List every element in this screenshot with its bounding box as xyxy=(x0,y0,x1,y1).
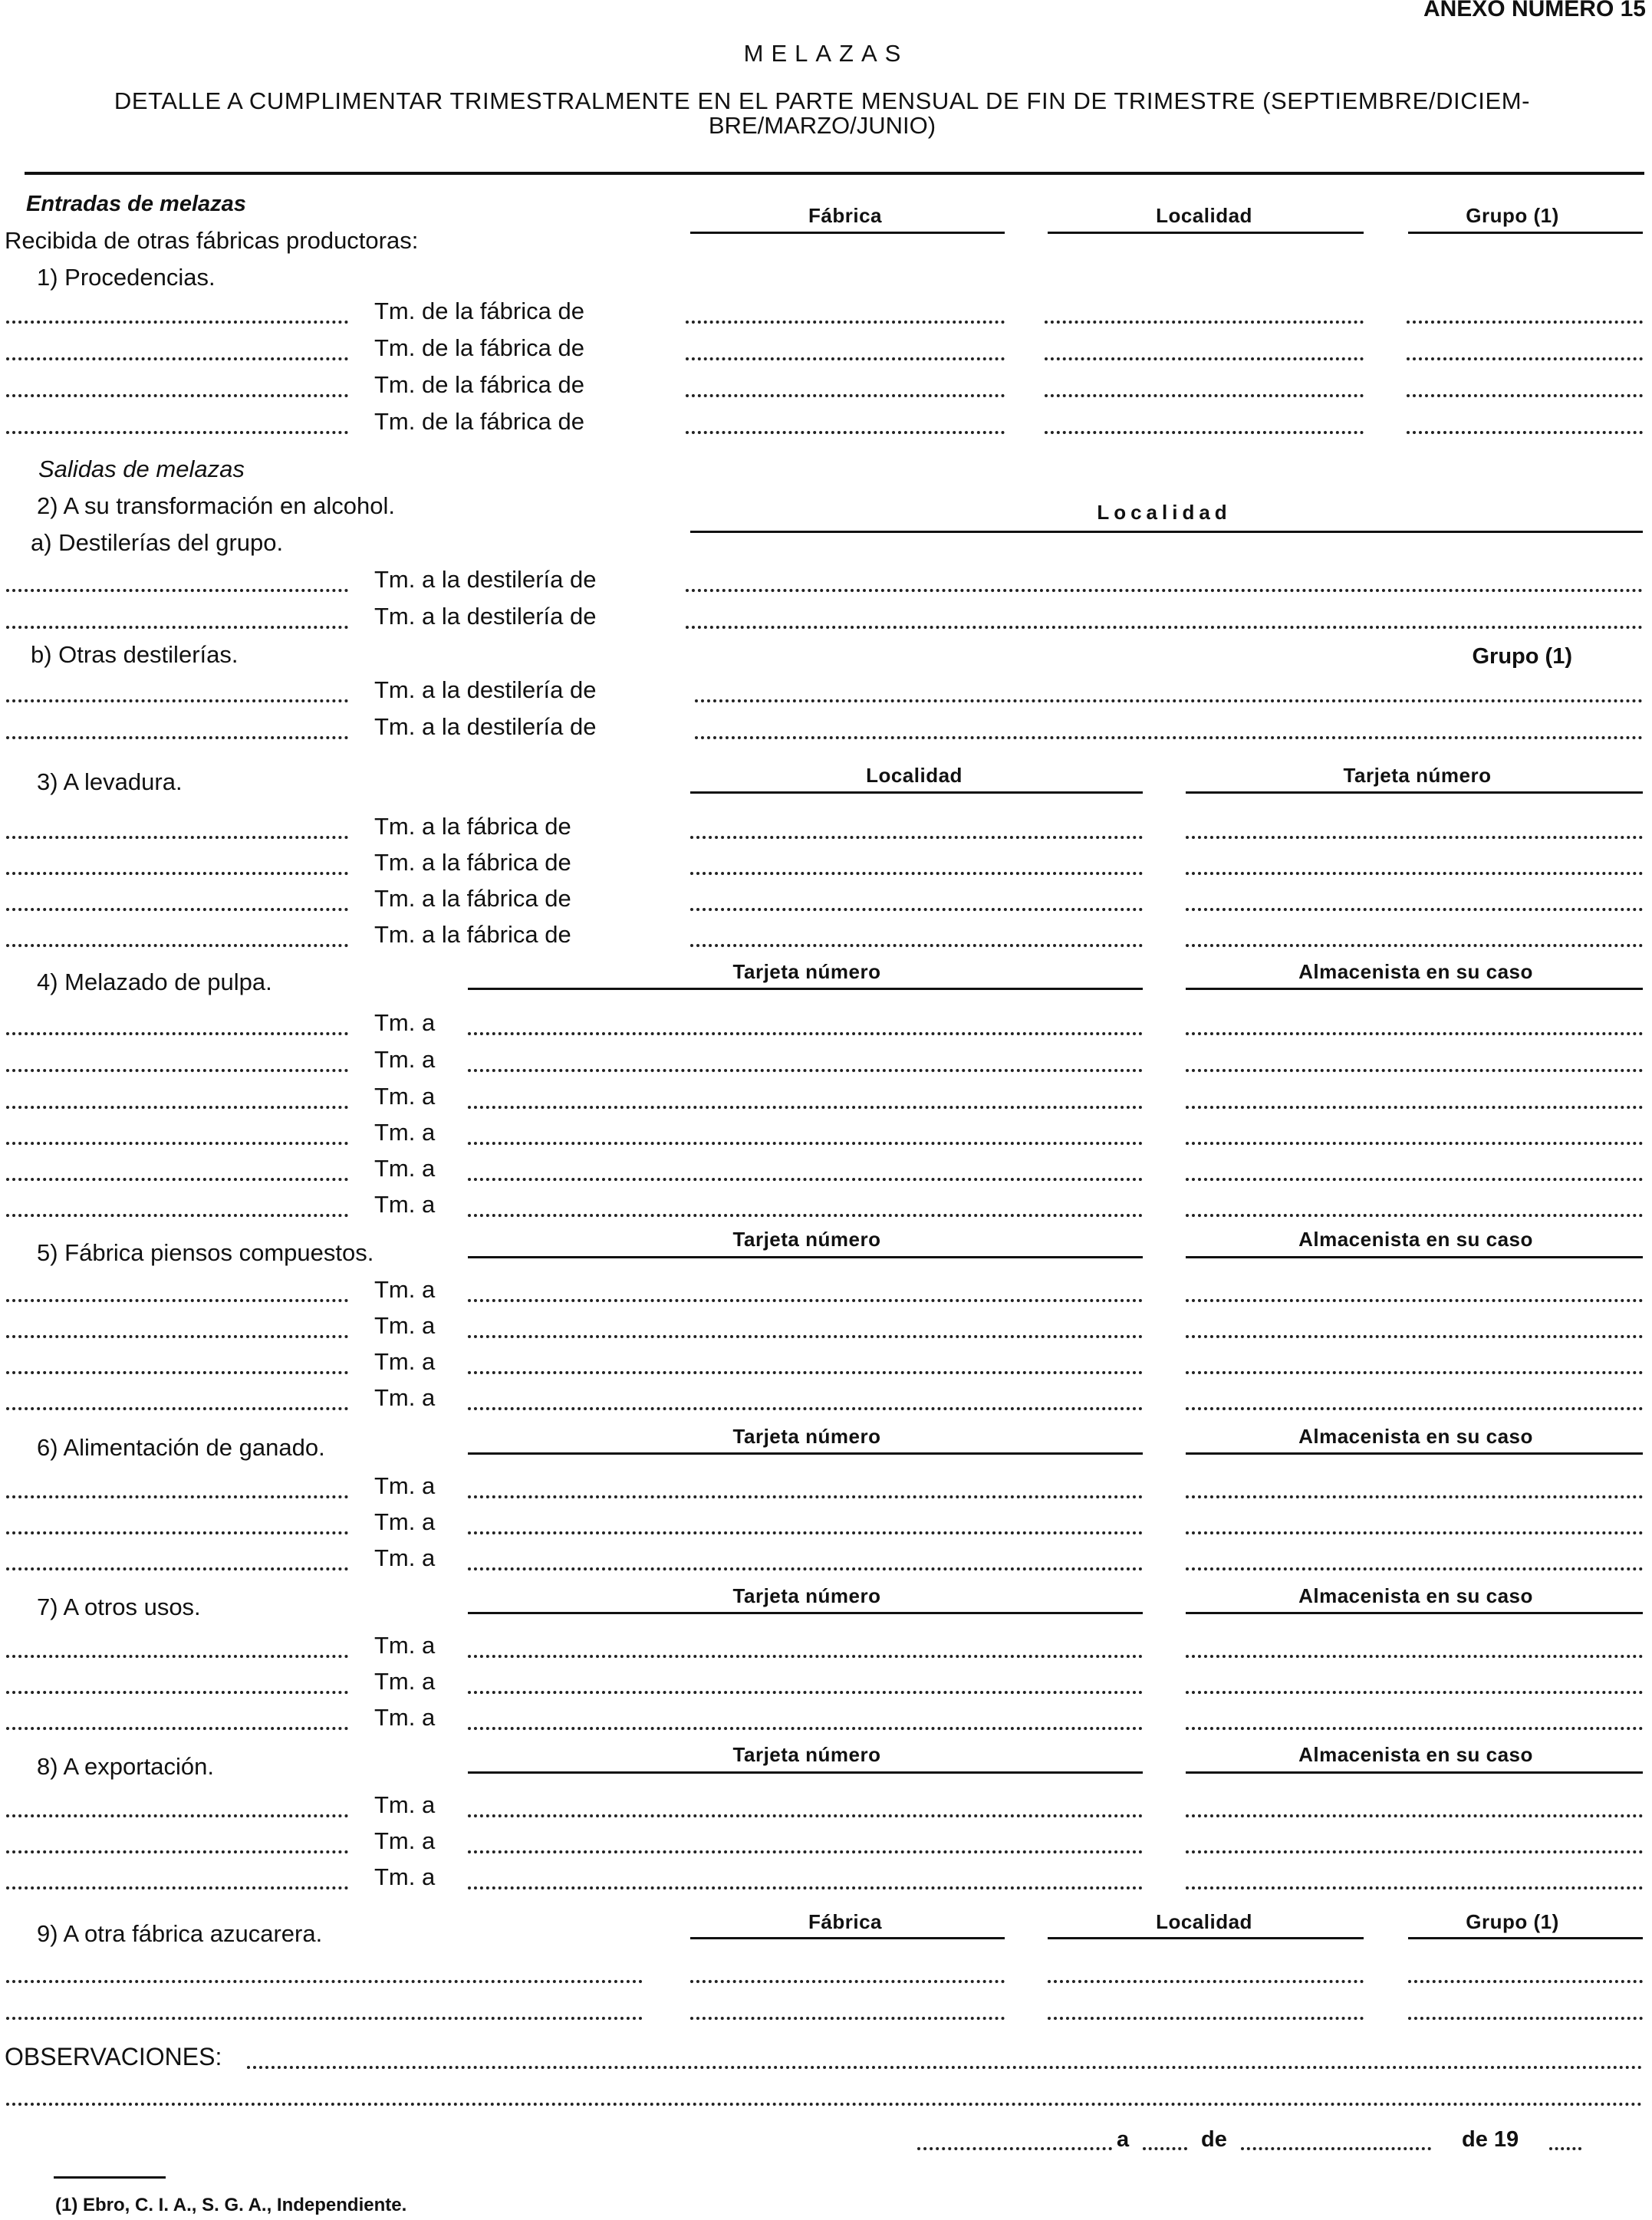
row-label: Tm. de la fábrica de xyxy=(374,298,584,324)
localidad-field[interactable] xyxy=(1045,431,1364,434)
col-almacenista-6-rule xyxy=(1186,1452,1643,1455)
col-tarjeta-7-rule xyxy=(468,1612,1143,1614)
tonnage-field[interactable] xyxy=(6,1531,348,1534)
almacenista-field[interactable] xyxy=(1186,1335,1643,1338)
col-almacenista-4: Almacenista en su caso xyxy=(1298,960,1533,983)
grupo-field[interactable] xyxy=(1408,2017,1643,2020)
row-label: Tm. a xyxy=(374,1083,436,1110)
tonnage-field[interactable] xyxy=(6,1655,348,1658)
date-a-label: a xyxy=(1117,2127,1130,2152)
col-localidad-9-rule xyxy=(1048,1937,1364,1939)
col-almacenista-5-rule xyxy=(1186,1256,1643,1258)
row-label: Tm. a xyxy=(374,1544,436,1571)
grupo-field[interactable] xyxy=(1407,394,1643,397)
tarjeta-field[interactable] xyxy=(468,1850,1143,1853)
item-2-label: 2) A su transformación en alcohol. xyxy=(37,492,395,519)
tonnage-field[interactable] xyxy=(6,699,348,702)
grupo-field[interactable] xyxy=(1407,357,1643,360)
col-tarjeta-4-rule xyxy=(468,988,1143,990)
item-4-label: 4) Melazado de pulpa. xyxy=(37,969,272,995)
tonnage-field[interactable] xyxy=(6,394,348,397)
tonnage-field[interactable] xyxy=(6,321,348,324)
tarjeta-field[interactable] xyxy=(468,1727,1143,1730)
col-almacenista-6: Almacenista en su caso xyxy=(1298,1425,1533,1448)
almacenista-field[interactable] xyxy=(1186,1531,1643,1534)
tarjeta-field[interactable] xyxy=(468,1299,1143,1302)
row-label: Tm. a la destilería de xyxy=(374,566,597,593)
tonnage-field[interactable] xyxy=(6,1980,643,1983)
col-grupo-2: Grupo (1) xyxy=(1472,644,1572,669)
row-label: Tm. a xyxy=(374,1863,436,1890)
observaciones-label: OBSERVACIONES: xyxy=(5,2043,222,2070)
col-almacenista-5: Almacenista en su caso xyxy=(1298,1228,1533,1251)
tarjeta-field[interactable] xyxy=(468,1335,1143,1338)
tonnage-field[interactable] xyxy=(6,836,348,839)
item-5-label: 5) Fábrica piensos compuestos. xyxy=(37,1239,374,1266)
col-fabrica-9-rule xyxy=(690,1937,1005,1939)
almacenista-field[interactable] xyxy=(1186,1886,1643,1889)
col-tarjeta-8: Tarjeta número xyxy=(732,1743,881,1766)
fabrica-field[interactable] xyxy=(686,431,1005,434)
row-label: Tm. a xyxy=(374,1276,436,1303)
localidad-field[interactable] xyxy=(1048,2017,1364,2020)
localidad-field[interactable] xyxy=(686,589,1643,592)
item-8-label: 8) A exportación. xyxy=(37,1753,214,1780)
place-field[interactable] xyxy=(917,2147,1112,2150)
localidad-field[interactable] xyxy=(695,736,1643,739)
row-label: Tm. a la fábrica de xyxy=(374,813,571,840)
salidas-heading: Salidas de melazas xyxy=(38,456,245,482)
col-localidad-rule xyxy=(1048,232,1364,234)
tonnage-field[interactable] xyxy=(6,1567,348,1570)
tarjeta-field[interactable] xyxy=(468,1407,1143,1410)
col-grupo: Grupo (1) xyxy=(1466,204,1559,227)
fabrica-field[interactable] xyxy=(686,394,1005,397)
fabrica-field[interactable] xyxy=(690,1980,1005,1983)
row-label: Tm. a la fábrica de xyxy=(374,885,571,912)
tonnage-field[interactable] xyxy=(6,1495,348,1498)
col-localidad-3-rule xyxy=(690,791,1143,794)
col-localidad-9: Localidad xyxy=(1156,1910,1252,1933)
col-tarjeta-4: Tarjeta número xyxy=(732,960,881,983)
tonnage-field[interactable] xyxy=(6,1032,348,1035)
row-label: Tm. a xyxy=(374,1348,436,1375)
fabrica-field[interactable] xyxy=(690,2017,1005,2020)
date-de19-label: de 19 xyxy=(1462,2127,1519,2152)
row-label: Tm. a xyxy=(374,1312,436,1339)
tonnage-field[interactable] xyxy=(6,1214,348,1217)
row-label: Tm. a xyxy=(374,1827,436,1854)
row-label: Tm. a xyxy=(374,1791,436,1818)
subtitle-line-1: DETALLE A CUMPLIMENTAR TRIMESTRALMENTE EN EL PARTE MENSUAL DE FIN DE TRIMESTRE (SEPTIEMBRE/DICIEM- xyxy=(114,87,1531,114)
tonnage-field[interactable] xyxy=(6,908,348,911)
localidad-field[interactable] xyxy=(1045,394,1364,397)
row-label: Tm. de la fábrica de xyxy=(374,371,584,398)
tarjeta-field[interactable] xyxy=(468,1142,1143,1145)
tarjeta-field[interactable] xyxy=(468,1495,1143,1498)
almacenista-field[interactable] xyxy=(1186,1850,1643,1853)
tonnage-field[interactable] xyxy=(6,1727,348,1730)
date-de-label: de xyxy=(1201,2127,1227,2152)
item-2b-label: b) Otras destilerías. xyxy=(31,641,239,668)
col-almacenista-7-rule xyxy=(1186,1612,1643,1614)
row-label: Tm. a xyxy=(374,1632,436,1659)
almacenista-field[interactable] xyxy=(1186,1371,1643,1374)
tarjeta-field[interactable] xyxy=(1186,836,1643,839)
tarjeta-field[interactable] xyxy=(468,1655,1143,1658)
row-label: Tm. a xyxy=(374,1155,436,1182)
row-label: Tm. a la destilería de xyxy=(374,603,597,630)
row-label: Tm. a la destilería de xyxy=(374,713,597,740)
item-1-label: 1) Procedencias. xyxy=(37,264,216,291)
col-localidad-2: Localidad xyxy=(1097,501,1232,524)
col-fabrica-rule xyxy=(690,232,1005,234)
tonnage-field[interactable] xyxy=(6,1178,348,1181)
entradas-heading: Entradas de melazas xyxy=(26,192,246,216)
almacenista-field[interactable] xyxy=(1186,1691,1643,1694)
almacenista-field[interactable] xyxy=(1186,1178,1643,1181)
tonnage-field[interactable] xyxy=(6,1371,348,1374)
col-tarjeta-6: Tarjeta número xyxy=(732,1425,881,1448)
year-field[interactable] xyxy=(1549,2147,1581,2150)
fabrica-field[interactable] xyxy=(686,357,1005,360)
fabrica-field[interactable] xyxy=(686,321,1005,324)
tarjeta-field[interactable] xyxy=(1186,944,1643,947)
row-label: Tm. a la fábrica de xyxy=(374,921,571,948)
col-tarjeta-3-rule xyxy=(1186,791,1643,794)
footnote-text: (1) Ebro, C. I. A., S. G. A., Independiente. xyxy=(55,2195,407,2215)
tarjeta-field[interactable] xyxy=(468,1069,1143,1072)
row-label: Tm. a la destilería de xyxy=(374,676,597,703)
item-7-label: 7) A otros usos. xyxy=(37,1593,201,1620)
almacenista-field[interactable] xyxy=(1186,1106,1643,1109)
localidad-field[interactable] xyxy=(690,944,1143,947)
header-divider xyxy=(25,172,1644,175)
col-fabrica: Fábrica xyxy=(808,204,882,227)
col-tarjeta-5-rule xyxy=(468,1256,1143,1258)
col-tarjeta-3: Tarjeta número xyxy=(1343,764,1492,787)
almacenista-field[interactable] xyxy=(1186,1727,1643,1730)
tarjeta-field[interactable] xyxy=(468,1178,1143,1181)
tonnage-field[interactable] xyxy=(6,589,348,592)
col-tarjeta-5: Tarjeta número xyxy=(732,1228,881,1251)
tonnage-field[interactable] xyxy=(6,626,348,629)
localidad-field[interactable] xyxy=(1045,357,1364,360)
tarjeta-field[interactable] xyxy=(468,1691,1143,1694)
tonnage-field[interactable] xyxy=(6,2017,643,2020)
col-tarjeta-8-rule xyxy=(468,1771,1143,1774)
almacenista-field[interactable] xyxy=(1186,1069,1643,1072)
row-label: Tm. a xyxy=(374,1668,436,1695)
col-tarjeta-7: Tarjeta número xyxy=(732,1584,881,1607)
col-almacenista-7: Almacenista en su caso xyxy=(1298,1584,1533,1607)
footnote-rule xyxy=(54,2176,166,2179)
tonnage-field[interactable] xyxy=(6,1691,348,1694)
col-almacenista-4-rule xyxy=(1186,988,1643,990)
col-grupo-9: Grupo (1) xyxy=(1466,1910,1559,1933)
col-almacenista-8: Almacenista en su caso xyxy=(1298,1743,1533,1766)
row-label: Tm. a xyxy=(374,1046,436,1073)
localidad-field[interactable] xyxy=(695,699,1643,702)
tonnage-field[interactable] xyxy=(6,357,348,360)
tonnage-field[interactable] xyxy=(6,872,348,875)
tonnage-field[interactable] xyxy=(6,1142,348,1145)
col-almacenista-8-rule xyxy=(1186,1771,1643,1774)
page-title: MELAZAS xyxy=(743,40,909,67)
tonnage-field[interactable] xyxy=(6,1407,348,1410)
tarjeta-field[interactable] xyxy=(468,1886,1143,1889)
grupo-field[interactable] xyxy=(1408,1980,1643,1983)
grupo-field[interactable] xyxy=(1407,431,1643,434)
col-localidad-3: Localidad xyxy=(866,764,963,787)
row-label: Tm. a xyxy=(374,1472,436,1499)
localidad-field[interactable] xyxy=(690,908,1143,911)
tarjeta-field[interactable] xyxy=(1186,872,1643,875)
tarjeta-field[interactable] xyxy=(468,1814,1143,1817)
row-label: Tm. a xyxy=(374,1119,436,1146)
item-6-label: 6) Alimentación de ganado. xyxy=(37,1434,325,1461)
month-field[interactable] xyxy=(1241,2147,1431,2150)
almacenista-field[interactable] xyxy=(1186,1495,1643,1498)
col-fabrica-9: Fábrica xyxy=(808,1910,882,1933)
almacenista-field[interactable] xyxy=(1186,1814,1643,1817)
row-label: Tm. a xyxy=(374,1508,436,1535)
grupo-field[interactable] xyxy=(1407,321,1643,324)
tonnage-field[interactable] xyxy=(6,944,348,947)
almacenista-field[interactable] xyxy=(1186,1142,1643,1145)
col-localidad-2-rule xyxy=(690,531,1643,533)
day-field[interactable] xyxy=(1143,2147,1187,2150)
col-grupo-9-rule xyxy=(1408,1937,1643,1939)
observaciones-field[interactable] xyxy=(247,2066,1643,2069)
tonnage-field[interactable] xyxy=(6,431,348,434)
item-9-label: 9) A otra fábrica azucarera. xyxy=(37,1920,323,1947)
col-grupo-rule xyxy=(1408,232,1643,234)
item-3-label: 3) A levadura. xyxy=(37,768,183,795)
item-2a-label: a) Destilerías del grupo. xyxy=(31,529,284,556)
tonnage-field[interactable] xyxy=(6,736,348,739)
tarjeta-field[interactable] xyxy=(468,1032,1143,1035)
row-label: Tm. a xyxy=(374,1704,436,1731)
localidad-field[interactable] xyxy=(690,836,1143,839)
almacenista-field[interactable] xyxy=(1186,1407,1643,1410)
almacenista-field[interactable] xyxy=(1186,1299,1643,1302)
subtitle-line-2: BRE/MARZO/JUNIO) xyxy=(708,112,936,139)
tarjeta-field[interactable] xyxy=(468,1567,1143,1570)
tonnage-field[interactable] xyxy=(6,1814,348,1817)
row-label: Tm. de la fábrica de xyxy=(374,408,584,435)
row-label: Tm. de la fábrica de xyxy=(374,334,584,361)
localidad-field[interactable] xyxy=(1048,1980,1364,1983)
tonnage-field[interactable] xyxy=(6,1069,348,1072)
tonnage-field[interactable] xyxy=(6,1299,348,1302)
observaciones-field-2[interactable] xyxy=(6,2103,1643,2106)
tarjeta-field[interactable] xyxy=(468,1106,1143,1109)
annex-number: ANEXO NUMERO 15 xyxy=(1423,0,1646,21)
row-label: Tm. a la fábrica de xyxy=(374,849,571,876)
tonnage-field[interactable] xyxy=(6,1106,348,1109)
localidad-field[interactable] xyxy=(686,626,1643,629)
tarjeta-field[interactable] xyxy=(468,1531,1143,1534)
almacenista-field[interactable] xyxy=(1186,1214,1643,1217)
col-localidad: Localidad xyxy=(1156,204,1252,227)
tarjeta-field[interactable] xyxy=(1186,908,1643,911)
tonnage-field[interactable] xyxy=(6,1335,348,1338)
tarjeta-field[interactable] xyxy=(468,1371,1143,1374)
row-label: Tm. a xyxy=(374,1384,436,1411)
tarjeta-field[interactable] xyxy=(468,1214,1143,1217)
row-label: Tm. a xyxy=(374,1009,436,1036)
tonnage-field[interactable] xyxy=(6,1850,348,1853)
almacenista-field[interactable] xyxy=(1186,1567,1643,1570)
row-label: Tm. a xyxy=(374,1191,436,1218)
localidad-field[interactable] xyxy=(690,872,1143,875)
almacenista-field[interactable] xyxy=(1186,1655,1643,1658)
col-tarjeta-6-rule xyxy=(468,1452,1143,1455)
tonnage-field[interactable] xyxy=(6,1886,348,1889)
localidad-field[interactable] xyxy=(1045,321,1364,324)
received-from-label: Recibida de otras fábricas productoras: xyxy=(5,227,419,254)
almacenista-field[interactable] xyxy=(1186,1032,1643,1035)
